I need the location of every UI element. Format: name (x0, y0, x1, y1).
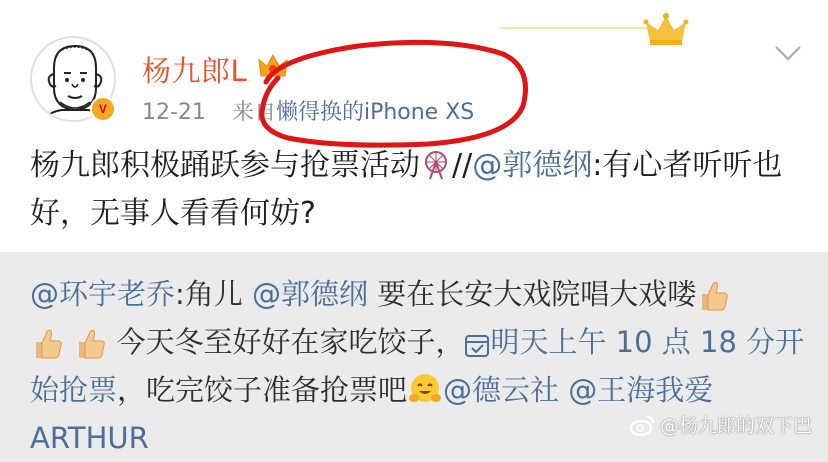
repost-text-2: 要在长安大戏院唱大戏喽 (368, 277, 697, 311)
svg-text:V: V (99, 102, 107, 117)
verified-badge-icon (90, 96, 116, 122)
calendar-check-icon (464, 332, 490, 358)
repost-text-4: ，吃完饺子准备抢票吧 (117, 373, 408, 407)
author-name[interactable]: 杨九郎L (142, 54, 248, 88)
post-text (30, 142, 810, 238)
source-prefix: 来自 (231, 100, 276, 125)
post-date: 12-21 (142, 100, 206, 125)
repost-colon: : (175, 277, 185, 311)
repost-text-3: 今天冬至好好在家吃饺子， (116, 325, 465, 359)
mention-huanyulaoqiao[interactable]: @环宇老乔 (30, 277, 176, 311)
watermark-text: @杨九郎的双下巴 (659, 415, 812, 437)
post-quote: 有心者听听也好，无事人看看何妨? (30, 148, 783, 231)
chevron-down-icon[interactable] (774, 44, 802, 62)
ferris-wheel-icon (420, 149, 452, 181)
post-main-text: 杨九郎积极踊跃参与抢票活动 (30, 148, 420, 183)
repost-separator: // (452, 148, 473, 183)
post-colon: : (592, 148, 603, 183)
annotation-circle (248, 30, 538, 160)
thumbs-up-icon (696, 278, 730, 312)
mention-wanghai[interactable]: @王海我爱ARTHUR (30, 373, 714, 455)
watermark (630, 411, 812, 438)
mention-guodegang[interactable]: @郭德纲 (472, 148, 593, 183)
thumbs-up-icon (30, 326, 64, 360)
mention-deyunshe[interactable]: @德云社 (443, 373, 560, 407)
weibo-logo-icon (630, 414, 656, 436)
hugging-face-icon (407, 372, 443, 406)
repost-text-1: 角儿 (184, 277, 243, 311)
event-link-text[interactable]: 明天上午 10 点 18 分开始抢票 (30, 325, 805, 407)
source-device[interactable]: 懒得换的iPhone XS (275, 100, 475, 125)
thumbs-up-icon (73, 326, 107, 360)
mention-guodegang-2[interactable]: @郭德纲 (252, 277, 369, 311)
